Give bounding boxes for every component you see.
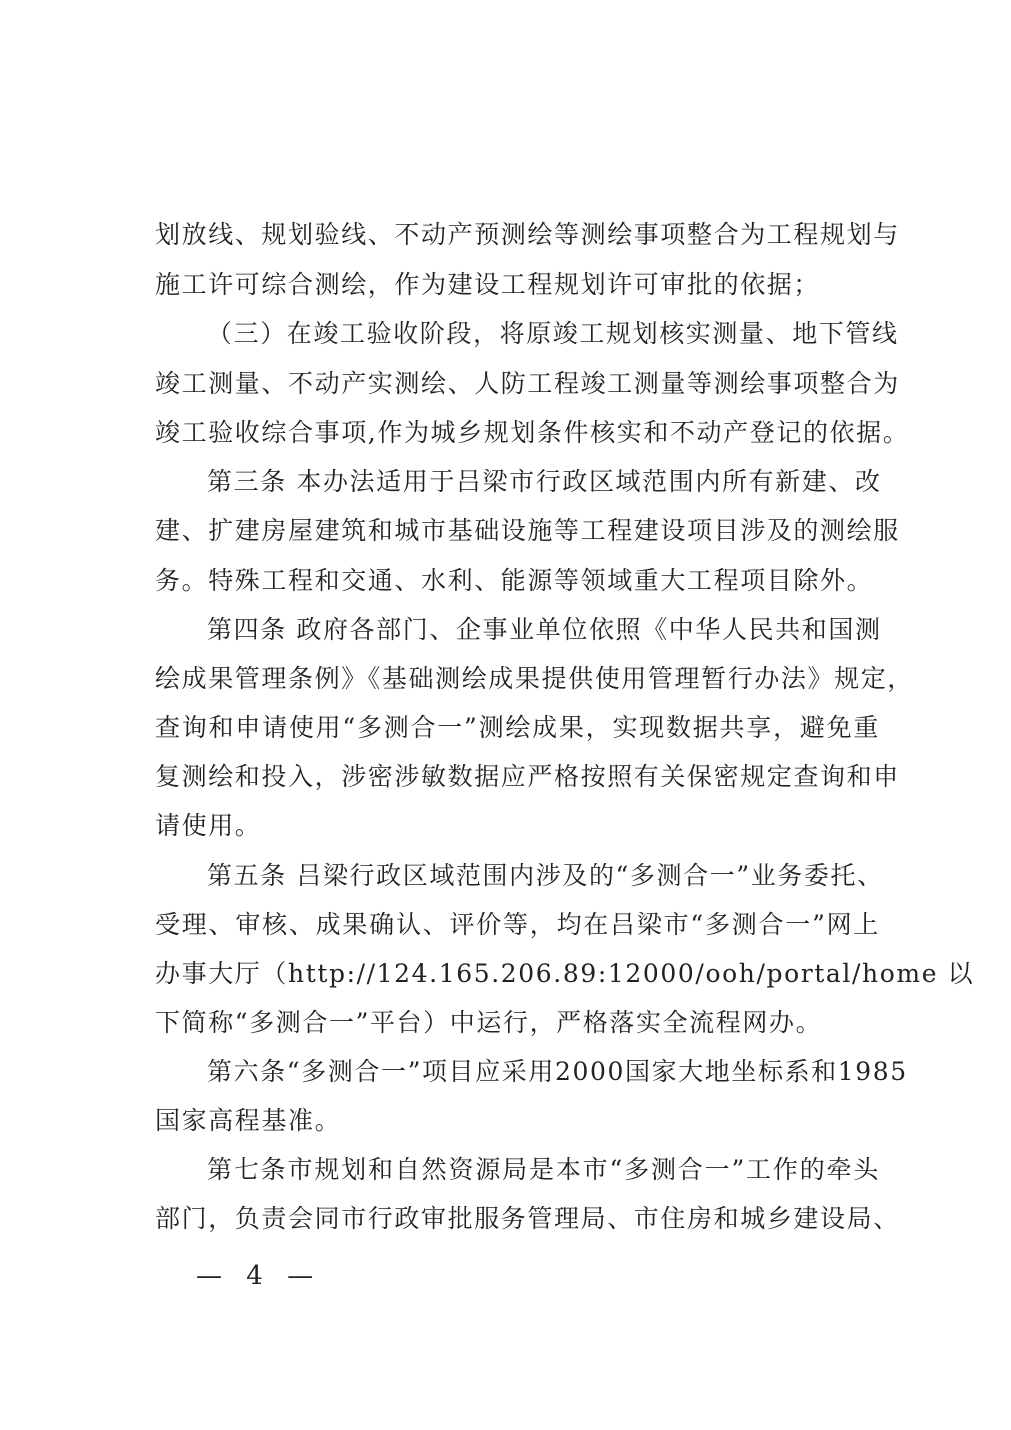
text-line: 第三条 本办法适用于吕梁市行政区域范围内所有新建、改 bbox=[207, 467, 882, 496]
text-line: 竣工验收综合事项,作为城乡规划条件核实和不动产登记的依据。 bbox=[155, 418, 910, 447]
text-line: 国家高程基准。 bbox=[155, 1106, 342, 1135]
text-line: 受理、审核、成果确认、评价等，均在吕梁市“多测合一”网上 bbox=[155, 910, 880, 939]
text-line: 第五条 吕梁行政区域范围内涉及的“多测合一”业务委托、 bbox=[207, 861, 884, 890]
text-line: 绘成果管理条例》《基础测绘成果提供使用管理暂行办法》规定， bbox=[155, 664, 914, 693]
text-line: 竣工测量、不动产实测绘、人防工程竣工测量等测绘事项整合为 bbox=[155, 369, 900, 398]
text-line: 第七条市规划和自然资源局是本市“多测合一”工作的牵头 bbox=[207, 1155, 880, 1184]
text-line: 请使用。 bbox=[155, 811, 262, 840]
text-line: 办事大厅（http://124.165.206.89:12000/ooh/portal/home 以 bbox=[155, 959, 975, 988]
text-line: 建、扩建房屋建筑和城市基础设施等工程建设项目涉及的测绘服 bbox=[155, 516, 900, 545]
text-line: 部门，负责会同市行政审批服务管理局、市住房和城乡建设局、 bbox=[155, 1204, 900, 1233]
text-line: 第六条“多测合一”项目应采用2000国家大地坐标系和1985 bbox=[207, 1057, 908, 1086]
text-line: 务。特殊工程和交通、水利、能源等领域重大工程项目除外。 bbox=[155, 566, 874, 595]
text-line: 第四条 政府各部门、企事业单位依照《中华人民共和国测 bbox=[207, 615, 882, 644]
text-line: 复测绘和投入，涉密涉敏数据应严格按照有关保密规定查询和申 bbox=[155, 762, 900, 791]
text-line: （三）在竣工验收阶段，将原竣工规划核实测量、地下管线 bbox=[207, 319, 899, 348]
text-line: 施工许可综合测绘，作为建设工程规划许可审批的依据； bbox=[155, 270, 821, 299]
text-line: 划放线、规划验线、不动产预测绘等测绘事项整合为工程规划与 bbox=[155, 220, 900, 249]
page-number: — 4 — bbox=[196, 1261, 322, 1291]
text-line: 查询和申请使用“多测合一”测绘成果，实现数据共享，避免重 bbox=[155, 713, 880, 742]
text-line: 下简称“多测合一”平台）中运行，严格落实全流程网办。 bbox=[155, 1008, 823, 1037]
